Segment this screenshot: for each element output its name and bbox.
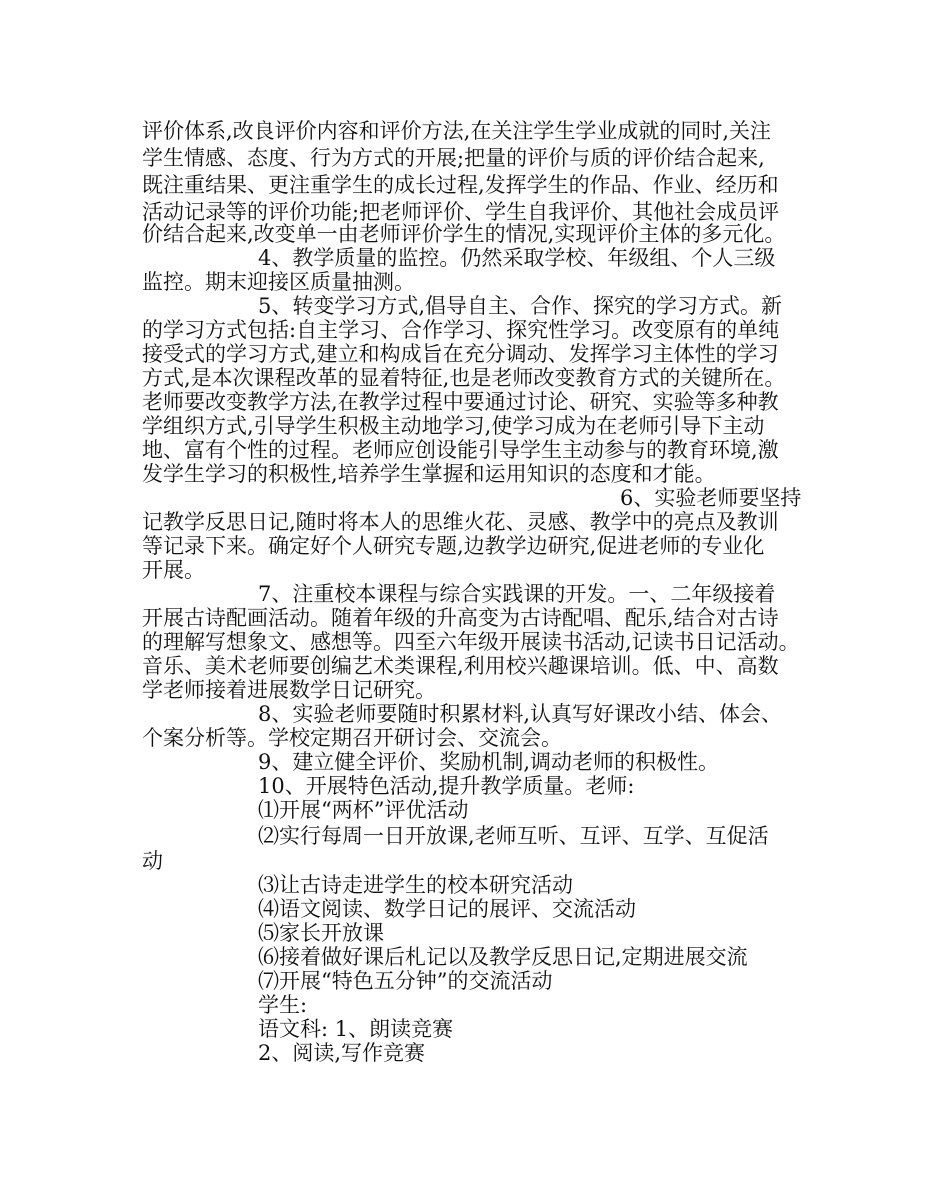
text-line: 方式,是本次课程改革的显着特征,也是老师改变教育方式的关键所在。 bbox=[142, 366, 786, 390]
text-line: 开展古诗配画活动。随着年级的升高变为古诗配唱、配乐,结合对古诗 bbox=[142, 606, 779, 630]
text-line: 动 bbox=[142, 849, 163, 873]
text-line: 学老师接着进展数学日记研究。 bbox=[142, 678, 436, 702]
text-line: ⑵实行每周一日开放课,老师互听、互评、互学、互促活 bbox=[258, 824, 769, 848]
text-line: ⑸家长开放课 bbox=[258, 921, 384, 945]
text-line: ⑺开展“特色五分钟”的交流活动 bbox=[258, 969, 553, 993]
text-line: 发学生学习的积极性,培养学生掌握和运用知识的态度和才能。 bbox=[142, 462, 716, 486]
text-line: 2、阅读,写作竞赛 bbox=[258, 1041, 426, 1065]
text-line: 活动记录等的评价功能;把老师评价、学生自我评价、其他社会成员评 bbox=[142, 200, 780, 224]
text-line: 开展。 bbox=[142, 558, 205, 582]
text-line: ⑶让古诗走进学生的校本研究活动 bbox=[258, 873, 573, 897]
text-line: 监控。期末迎接区质量抽测。 bbox=[142, 270, 415, 294]
text-line: ⑴开展“两杯”评优活动 bbox=[258, 798, 469, 822]
text-line: ⑷语文阅读、数学日记的展评、交流活动 bbox=[258, 897, 636, 921]
text-line: 学生: bbox=[258, 993, 308, 1017]
text-line: 5、转变学习方式,倡导自主、合作、探究的学习方式。新 bbox=[258, 294, 783, 318]
text-line: 的理解写想象文、感想等。四至六年级开展读书活动,记读书日记活动。 bbox=[142, 630, 800, 654]
text-line: 4、教学质量的监控。仍然采取学校、年级组、个人三级 bbox=[258, 246, 776, 270]
text-line: 音乐、美术老师要创编艺术类课程,利用校兴趣课培训。低、中、高数 bbox=[142, 654, 779, 678]
text-line: ⑹接着做好课后札记以及教学反思日记,定期进展交流 bbox=[258, 945, 748, 969]
text-line: 的学习方式包括:自主学习、合作学习、探究性学习。改变原有的单纯 bbox=[142, 318, 780, 342]
text-line: 地、富有个性的过程。老师应创设能引导学生主动参与的教育环境,激 bbox=[142, 438, 779, 462]
text-line: 记教学反思日记,随时将本人的思维火花、灵感、教学中的亮点及教训 bbox=[142, 510, 779, 534]
text-line: 学生情感、态度、行为方式的开展;把量的评价与质的评价结合起来, bbox=[142, 146, 765, 170]
text-line: 老师要改变教学方法,在教学过程中要通过讨论、研究、实验等多种教 bbox=[142, 390, 779, 414]
text-line: 等记录下来。确定好个人研究专题,边教学边研究,促进老师的专业化 bbox=[142, 534, 765, 558]
text-line: 价结合起来,改变单一由老师评价学生的情况,实现评价主体的多元化。 bbox=[142, 222, 786, 246]
text-line: 语文科: 1、朗读竞赛 bbox=[258, 1017, 454, 1041]
text-line: 评价体系,改良评价内容和评价方法,在关注学生学业成就的同时,关注 bbox=[142, 119, 772, 143]
text-line: 10、开展特色活动,提升教学质量。老师: bbox=[258, 774, 635, 798]
text-line: 既注重结果、更注重学生的成长过程,发挥学生的作品、作业、经历和 bbox=[142, 173, 779, 197]
text-line: 7、注重校本课程与综合实践课的开发。一、二年级接着 bbox=[258, 582, 776, 606]
text-line: 9、建立健全评价、奖励机制,调动老师的积极性。 bbox=[258, 750, 720, 774]
text-line: 个案分析等。学校定期召开研讨会、交流会。 bbox=[142, 726, 562, 750]
text-line: 6、实验老师要坚持 bbox=[620, 486, 802, 510]
text-line: 接受式的学习方式,建立和构成旨在充分调动、发挥学习主体性的学习 bbox=[142, 342, 779, 366]
text-line: 8、实验老师要随时积累材料,认真写好课改小结、体会、 bbox=[258, 702, 783, 726]
text-line: 学组织方式,引导学生积极主动地学习,使学习成为在老师引导下主动 bbox=[142, 414, 765, 438]
